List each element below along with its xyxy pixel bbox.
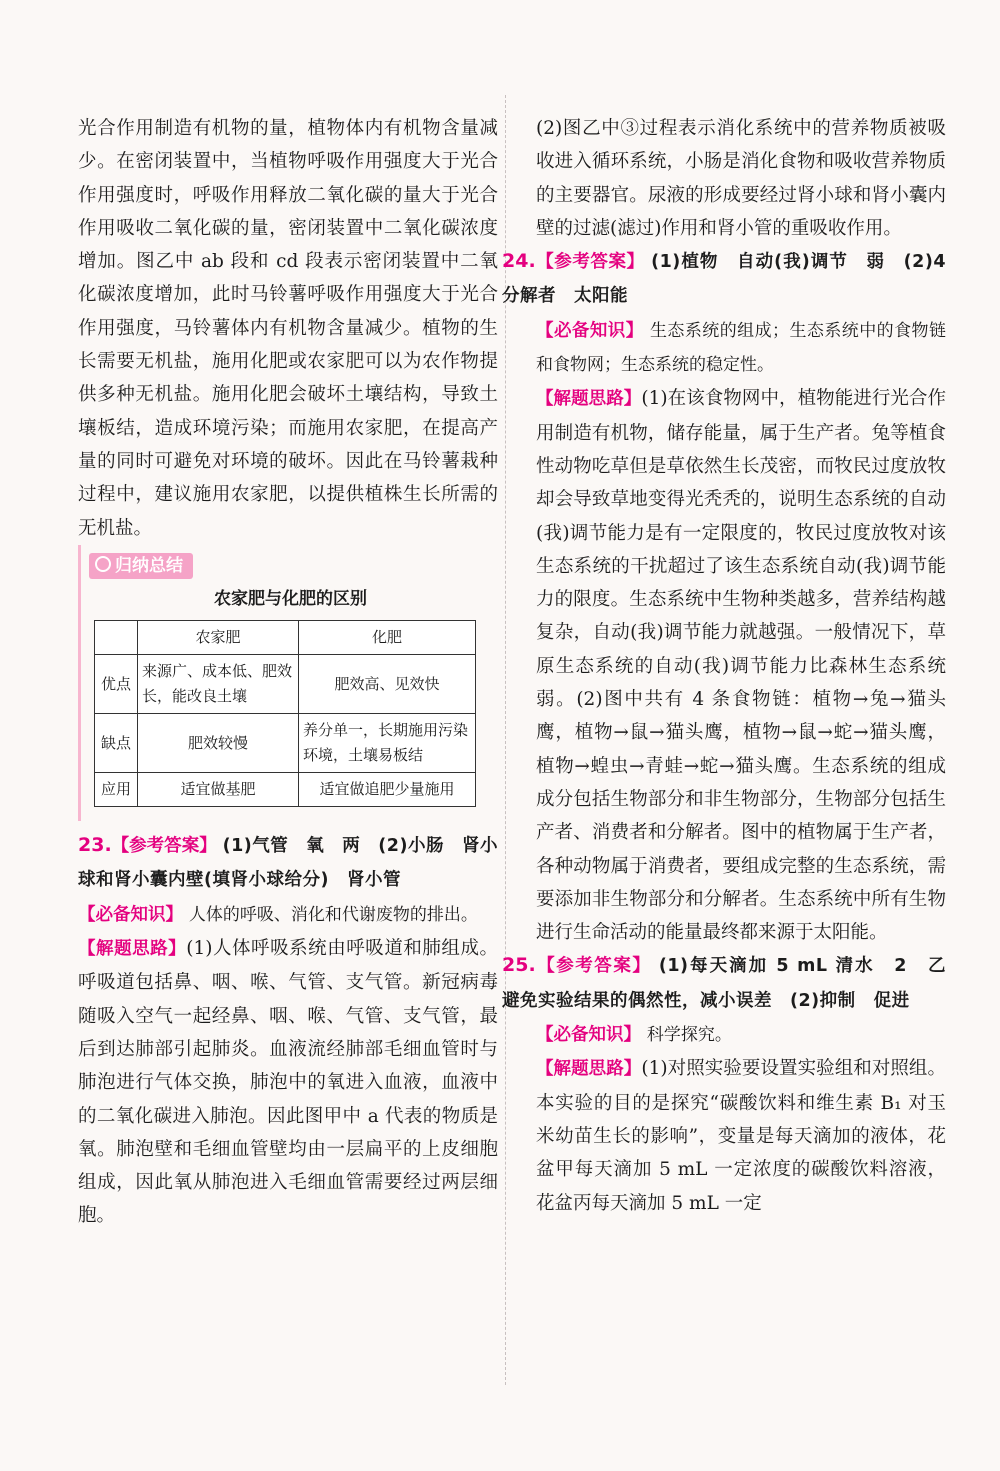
table-header-cell bbox=[95, 621, 138, 655]
paragraph: 光合作用制造有机物的量，植物体内有机物含量减少。在密闭装置中，当植物呼吸作用强度大于光合作用强度时，呼吸作用释放二氧化碳的量大于光合作用吸收二氧化碳的量，密闭装置中二氧化碳浓度增加。图乙中 ab 段和 cd 段表示密闭装置中二氧化碳浓度增加，此时马铃薯呼吸作用强度大于光合作用强度，马铃薯体内有机物含量减少。植物的生长需要无机盐，施用化肥或农家肥可以为农作物提供多种无机盐。施用化肥会破坏土壤结构，导致土壤板结，造成环境污染；而施用农家肥，在提高产量的同时可避免对环境的破坏。因此在马铃薯栽种过程中，建议施用农家肥，以提供植株生长所需的无机盐。 bbox=[78, 118, 498, 539]
table-cell: 肥效较慢 bbox=[138, 714, 299, 773]
answer-text: (1)植物 自动(我)调节 弱 (2)4 分解者 太阳能 bbox=[502, 252, 964, 307]
table-cell: 来源广、成本低、肥效长，能改良土壤 bbox=[138, 655, 299, 714]
solution-25 bbox=[536, 1052, 946, 1219]
table-header-cell: 农家肥 bbox=[138, 621, 299, 655]
summary-badge bbox=[89, 553, 193, 579]
comparison-table bbox=[94, 620, 476, 807]
knowledge-text: 科学探究。 bbox=[646, 1025, 732, 1046]
right-column bbox=[502, 112, 964, 1220]
table-row bbox=[95, 714, 476, 773]
solution-tag: 【解题思路】 bbox=[536, 1059, 642, 1080]
table-cell: 肥效高、见效快 bbox=[299, 655, 476, 714]
question-number: 23. bbox=[78, 834, 112, 857]
knowledge-text: 人体的呼吸、消化和代谢废物的排出。 bbox=[188, 904, 478, 925]
solution-text: (1)人体呼吸系统由呼吸道和肺组成。呼吸道包括鼻、咽、喉、气管、支气管。新冠病毒随吸入空气一起经鼻、咽、喉、气管、支气管，最后到达肺部引起肺炎。血液流经肺部毛细血管时与肺泡进行气体交换，肺泡中的氧进入血液，血液中的二氧化碳进入肺泡。因此图甲中 a 代表的物质是氧。肺泡壁和毛细血管壁均由一层扁平的上皮细胞组成，因此氧从肺泡进入毛细血管需要经过两层细胞。 bbox=[78, 938, 498, 1227]
answer-tag: 【参考答案】 bbox=[535, 956, 652, 977]
table-header-cell: 化肥 bbox=[299, 621, 476, 655]
answer-24 bbox=[502, 245, 964, 314]
table-title: 农家肥与化肥的区别 bbox=[214, 589, 367, 610]
solution-tag: 【解题思路】 bbox=[536, 389, 642, 410]
table-cell: 适宜做基肥 bbox=[138, 773, 299, 807]
answer-text: (1)气管 氧 两 (2)小肠 肾小球和肾小囊内壁(填肾小球给分) 肾小管 bbox=[78, 836, 498, 891]
solution-text: (1)对照实验要设置实验组和对照组。本实验的目的是探究“碳酸饮料和维生素 B₁ 对玉米幼苗生长的影响”，变量是每天滴加的液体，花盆甲每天滴加 5 mL 一定浓度的碳酸饮料溶液，花盆丙每天滴加 5 mL 一定 bbox=[536, 1058, 946, 1214]
table-cell: 优点 bbox=[95, 655, 138, 714]
table-row bbox=[95, 773, 476, 807]
left-column bbox=[78, 112, 498, 1233]
table-cell: 适宜做追肥少量施用 bbox=[299, 773, 476, 807]
knowledge-tag: 【必备知识】 bbox=[536, 320, 644, 341]
knowledge-24 bbox=[536, 314, 946, 383]
answer-23 bbox=[78, 829, 498, 898]
solution-24 bbox=[536, 382, 946, 949]
question-number: 24. bbox=[502, 250, 536, 273]
table-header-row bbox=[95, 621, 476, 655]
table-cell: 缺点 bbox=[95, 714, 138, 773]
summary-box bbox=[78, 545, 498, 821]
summary-icon bbox=[95, 556, 111, 572]
knowledge-25 bbox=[536, 1018, 946, 1052]
answer-text: (1)每天滴加 5 mL 清水 2 乙 避免实验结果的偶然性，减小误差 (2)抑制 促进 bbox=[502, 956, 964, 1011]
table-cell: 应用 bbox=[95, 773, 138, 807]
answer-tag: 【参考答案】 bbox=[535, 252, 645, 273]
table-row bbox=[95, 655, 476, 714]
paragraph: (2)图乙中③过程表示消化系统中的营养物质被吸收进入循环系统，小肠是消化食物和吸收营养物质的主要器官。尿液的形成要经过肾小球和肾小囊内壁的过滤(滤过)作用和肾小管的重吸收作用。 bbox=[536, 118, 946, 239]
answer-25 bbox=[502, 949, 964, 1018]
answer-tag: 【参考答案】 bbox=[111, 836, 217, 857]
summary-label: 归纳总结 bbox=[115, 555, 183, 576]
solution-text: (1)在该食物网中，植物能进行光合作用制造有机物，储存能量，属于生产者。兔等植食性动物吃草但是草依然生长茂密，而牧民过度放牧却会导致草地变得光秃秃的，说明生态系统的自动(我)调节能力是有一定限度的，牧民过度放牧对该生态系统的干扰超过了该生态系统自动(我)调节能力的限度。生态系统中生物种类越多，营养结构越复杂，自动(我)调节能力就越强。一般情况下，草原生态系统的自动(我)调节能力比森林生态系统弱。(2)图中共有 4 条食物链：植物→兔→猫头鹰，植物→鼠→猫头鹰，植物→鼠→蛇→猫头鹰，植物→蝗虫→青蛙→蛇→猫头鹰。生态系统的组成成分包括生物部分和非生物部分，生物部分包括生产者、消费者和分解者。图中的植物属于生产者，各种动物属于消费者，要组成完整的生态系统，需要添加非生物部分和分解者。生态系统中所有生物进行生命活动的能量最终都来源于太阳能。 bbox=[536, 388, 946, 944]
table-cell: 养分单一，长期施用污染环境，土壤易板结 bbox=[299, 714, 476, 773]
solution-tag: 【解题思路】 bbox=[78, 939, 187, 960]
knowledge-tag: 【必备知识】 bbox=[78, 904, 183, 925]
solution-23 bbox=[78, 932, 498, 1233]
knowledge-tag: 【必备知识】 bbox=[536, 1025, 641, 1046]
knowledge-text: 生态系统的组成；生态系统中的食物链和食物网；生态系统的稳定性。 bbox=[536, 320, 947, 376]
question-number: 25. bbox=[502, 954, 536, 977]
knowledge-23 bbox=[78, 898, 498, 932]
